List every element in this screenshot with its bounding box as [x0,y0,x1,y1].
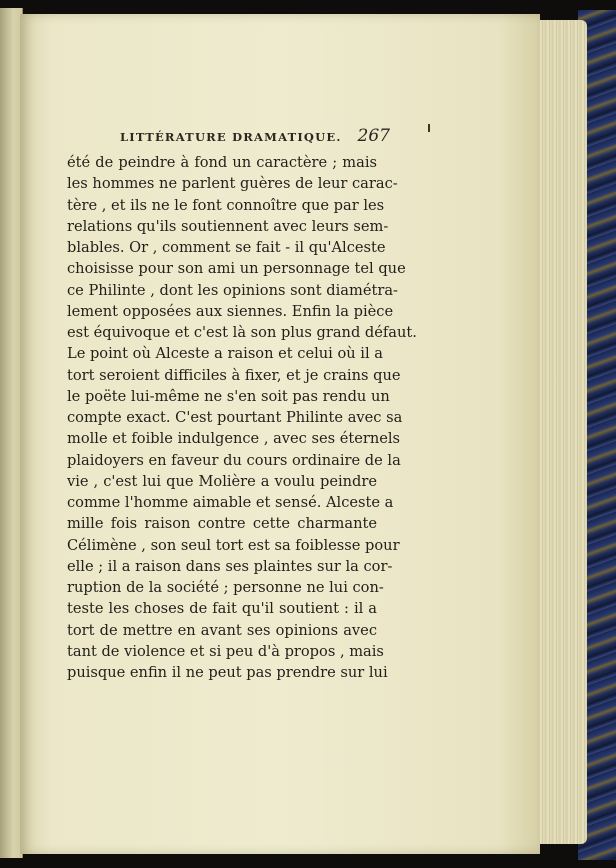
running-head [120,128,390,150]
running-head-title: LITTÉRATURE DRAMATIQUE. [120,130,342,144]
body-text [67,152,417,683]
text-line: vie , c'est lui que Molière a voulu peindre [67,472,377,490]
text-line: puisque enfin il ne peut pas prendre sur lui [67,664,388,681]
text-line: molle et foible indulgence , avec ses éternels [67,430,401,448]
text-line: blables. Or , comment se fait - il qu'Alceste [67,239,386,256]
text-line: est équivoque et c'est là son plus grand défaut. [67,324,417,341]
text-line: le poëte lui-même ne s'en soit pas rendu un [67,387,390,405]
text-line: comme l'homme aimable et sensé. Alceste a [67,494,394,511]
text-line: tère , et ils ne le font connoître que par les [67,196,385,214]
text-line: Célimène , son seul tort est sa foiblesse pour [67,536,400,554]
text-line: plaidoyers en faveur du cours ordinaire de la [67,451,401,469]
text-line: lement opposées aux siennes. Enfin la pièce [67,302,394,320]
text-line: compte exact. C'est pourtant Philinte avec sa [67,409,403,426]
text-line: choisisse pour son ami un personnage tel que [67,260,406,278]
text-line: tant de violence et si peu d'à propos , mais [67,642,384,660]
text-line: tort de mettre en avant ses opinions avec [67,621,377,639]
text-line: été de peindre à fond un caractère ; mais [67,154,377,171]
text-line: ce Philinte , dont les opinions sont diamétra- [67,281,398,299]
text-line: elle ; il a raison dans ses plaintes sur la cor- [67,557,393,575]
text-line: relations qu'ils soutiennent avec leurs sem- [67,217,389,235]
text-line: mille fois raison contre cette charmante [67,515,377,533]
text-line: ruption de la société ; personne ne lui con- [67,579,384,596]
text-line: tort seroient difficiles à fixer, et je crains que [67,366,401,384]
margin-mark [428,124,430,132]
text-line: les hommes ne parlent guères de leur carac- [67,175,398,193]
text-line: Le point où Alceste a raison et celui où il a [67,345,383,363]
text-line: teste les choses de fait qu'il soutient : il a [67,600,377,618]
page-number: 267 [357,126,390,146]
